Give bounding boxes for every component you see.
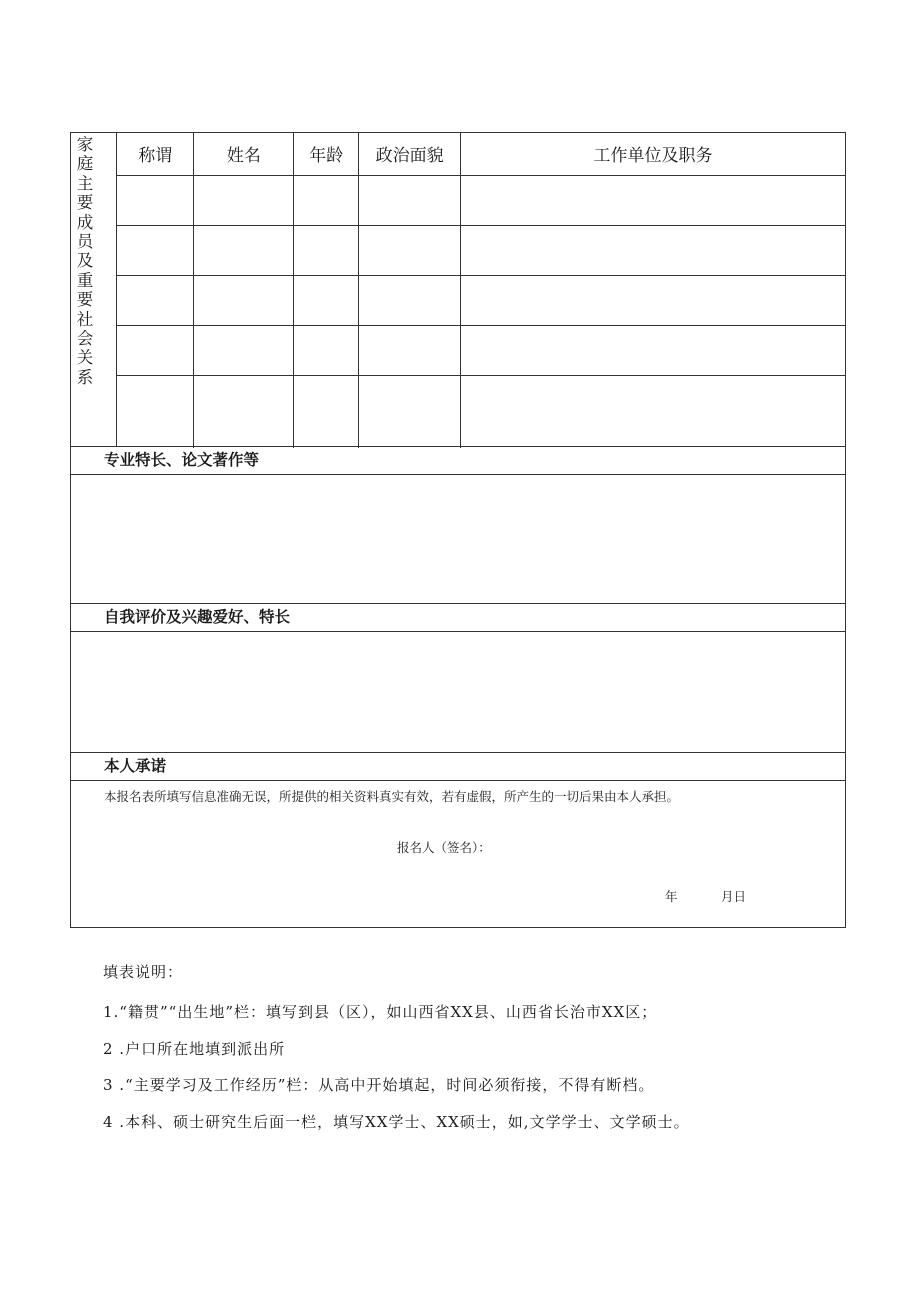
cell-name[interactable] xyxy=(194,375,294,448)
header-relation: 称谓 xyxy=(117,133,194,175)
self-evaluation-title: 自我评价及兴趣爱好、特长 xyxy=(71,604,845,632)
cell-relation[interactable] xyxy=(117,375,194,448)
cell-employer-position[interactable] xyxy=(461,175,845,225)
family-vertical-label: 家庭主要成员及重要社会关系 xyxy=(76,135,94,387)
instruction-item: 1.“籍贯”“出生地”栏：填写到县（区），如山西省XX县、山西省长治市XX区； xyxy=(103,1003,658,1021)
date-month-day-label: 月日 xyxy=(721,889,747,904)
cell-employer-position[interactable] xyxy=(461,325,845,375)
header-political-status: 政治面貌 xyxy=(359,133,461,175)
family-section-label xyxy=(71,133,117,446)
cell-age[interactable] xyxy=(294,275,359,325)
date-year-label: 年 xyxy=(665,889,678,904)
pledge-text: 本报名表所填写信息准确无误，所提供的相关资料真实有效，若有虚假，所产生的一切后果由本人承担。 xyxy=(104,789,680,804)
header-employer-position: 工作单位及职务 xyxy=(461,133,845,175)
pledge-title: 本人承诺 xyxy=(71,753,845,781)
self-evaluation-section xyxy=(70,604,846,753)
cell-name[interactable] xyxy=(194,275,294,325)
family-row xyxy=(117,225,845,275)
cell-political-status[interactable] xyxy=(359,275,461,325)
cell-political-status[interactable] xyxy=(359,175,461,225)
cell-age[interactable] xyxy=(294,375,359,448)
cell-political-status[interactable] xyxy=(359,325,461,375)
cell-name[interactable] xyxy=(194,325,294,375)
specialty-title: 专业特长、论文著作等 xyxy=(71,447,845,475)
instruction-item: 2 .户口所在地填到派出所 xyxy=(103,1040,286,1058)
signature-label[interactable]: 报名人（签名）： xyxy=(397,840,491,855)
cell-political-status[interactable] xyxy=(359,225,461,275)
cell-relation[interactable] xyxy=(117,325,194,375)
cell-employer-position[interactable] xyxy=(461,375,845,448)
family-header-row xyxy=(117,133,845,175)
family-row xyxy=(117,375,845,448)
cell-relation[interactable] xyxy=(117,225,194,275)
family-row xyxy=(117,325,845,375)
instructions-title: 填表说明： xyxy=(103,963,184,981)
header-name: 姓名 xyxy=(194,133,294,175)
specialty-content[interactable] xyxy=(71,475,845,603)
instruction-item: 3 .“主要学习及工作经历”栏：从高中开始填起，时间必须衔接，不得有断档。 xyxy=(103,1076,655,1094)
family-grid xyxy=(117,133,845,448)
family-members-table xyxy=(70,132,846,447)
header-age: 年龄 xyxy=(294,133,359,175)
instruction-item: 4 .本科、硕士研究生后面一栏，填写XX学士、XX硕士，如,文学学士、文学硕士。 xyxy=(103,1113,690,1131)
cell-employer-position[interactable] xyxy=(461,275,845,325)
cell-age[interactable] xyxy=(294,225,359,275)
cell-age[interactable] xyxy=(294,175,359,225)
cell-employer-position[interactable] xyxy=(461,225,845,275)
pledge-section xyxy=(70,753,846,928)
cell-political-status[interactable] xyxy=(359,375,461,448)
cell-age[interactable] xyxy=(294,325,359,375)
cell-name[interactable] xyxy=(194,175,294,225)
family-row xyxy=(117,175,845,225)
self-evaluation-content[interactable] xyxy=(71,632,845,752)
cell-relation[interactable] xyxy=(117,275,194,325)
cell-relation[interactable] xyxy=(117,175,194,225)
family-row xyxy=(117,275,845,325)
specialty-section xyxy=(70,447,846,604)
cell-name[interactable] xyxy=(194,225,294,275)
